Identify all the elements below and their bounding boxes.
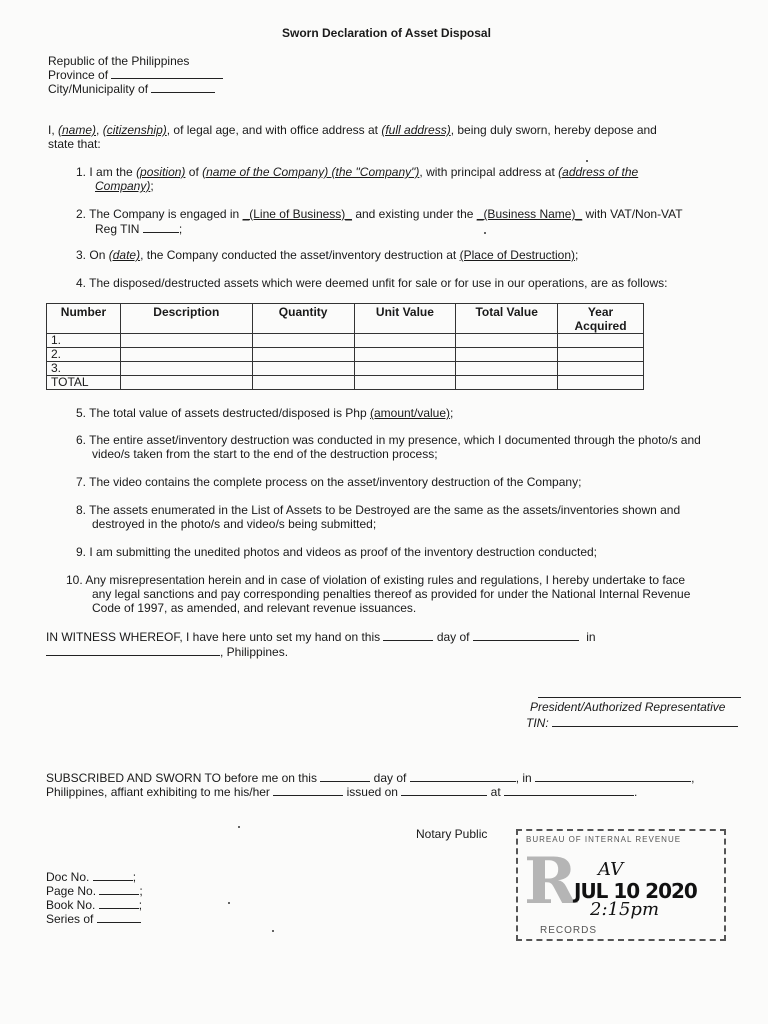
doc-no-line bbox=[46, 869, 136, 884]
item-1-c: , with principal address at bbox=[419, 165, 555, 179]
subscribed-at-blank[interactable] bbox=[504, 784, 634, 796]
assets-table bbox=[46, 303, 644, 390]
table-cell[interactable] bbox=[120, 362, 252, 376]
table-cell[interactable] bbox=[252, 376, 354, 390]
table-cell[interactable] bbox=[354, 376, 456, 390]
subscribed-place-blank[interactable] bbox=[535, 770, 691, 782]
item-1-b: of bbox=[188, 165, 199, 179]
item-2-line-1 bbox=[76, 207, 683, 221]
table-cell[interactable] bbox=[120, 334, 252, 348]
table-cell[interactable] bbox=[354, 348, 456, 362]
witness-text-b: day of bbox=[436, 630, 470, 644]
item-2-c: with VAT/Non-VAT bbox=[585, 207, 683, 221]
item-2-end: ; bbox=[178, 222, 183, 236]
item-2-line-of-business: _(Line of Business)_ bbox=[242, 207, 352, 221]
table-cell[interactable] bbox=[558, 334, 644, 348]
item-1-address-1: (address of the bbox=[558, 165, 639, 179]
item-7-text: The video contains the complete process on the asset/inventory destruction of the Company; bbox=[89, 475, 582, 489]
witness-line-2 bbox=[46, 644, 288, 659]
subscribed-text-g: at bbox=[490, 785, 501, 799]
stamp-agency: BUREAU OF INTERNAL REVENUE bbox=[526, 835, 682, 844]
table-cell[interactable] bbox=[252, 334, 354, 348]
republic-label: Republic of the Philippines bbox=[48, 54, 190, 68]
item-8-text-1: The assets enumerated in the List of Assets to be Destroyed are the same as the assets/inventories shown and bbox=[89, 503, 681, 517]
scan-speck bbox=[228, 902, 230, 904]
item-9-text: I am submitting the unedited photos and videos as proof of the inventory destruction conducted; bbox=[89, 545, 598, 559]
item-10-line-3: Code of 1997, as amended, and relevant revenue issuances. bbox=[92, 601, 417, 615]
table-cell[interactable] bbox=[558, 362, 644, 376]
subscribed-text-c: , in bbox=[515, 771, 532, 785]
table-row bbox=[47, 362, 644, 376]
witness-text-a: IN WITNESS WHEREOF, I have here unto set my hand on this bbox=[46, 630, 381, 644]
table-cell[interactable] bbox=[456, 362, 558, 376]
item-1-number: 1. bbox=[76, 165, 87, 179]
intro-comma: , bbox=[96, 123, 100, 137]
table-cell[interactable] bbox=[252, 348, 354, 362]
item-8-number: 8. bbox=[76, 503, 87, 517]
intro-line-1 bbox=[48, 123, 657, 137]
book-no-label: Book No. bbox=[46, 898, 96, 912]
witness-text-d: , Philippines. bbox=[220, 645, 289, 659]
series-blank[interactable] bbox=[97, 911, 141, 923]
signature-tin-line bbox=[526, 715, 738, 730]
item-1-position: (position) bbox=[136, 165, 186, 179]
col-header-description: Description bbox=[120, 304, 252, 334]
scan-speck bbox=[272, 930, 274, 932]
scan-speck bbox=[238, 826, 240, 828]
subscribed-line-2 bbox=[46, 784, 637, 799]
series-line bbox=[46, 911, 141, 926]
table-cell[interactable] bbox=[354, 334, 456, 348]
intro-address: (full address) bbox=[381, 123, 451, 137]
stamp-time: 2:15pm bbox=[590, 899, 660, 920]
scan-speck bbox=[586, 160, 588, 162]
table-cell[interactable] bbox=[252, 362, 354, 376]
subscribed-text-f: issued on bbox=[346, 785, 398, 799]
page-no-label: Page No. bbox=[46, 884, 97, 898]
row-number: 2. bbox=[47, 348, 121, 362]
item-3-place: (Place of Destruction) bbox=[459, 248, 575, 262]
item-7-number: 7. bbox=[76, 475, 87, 489]
received-stamp bbox=[516, 829, 726, 941]
col-header-quantity: Quantity bbox=[252, 304, 354, 334]
subscribed-text-e: Philippines, affiant exhibiting to me his/her bbox=[46, 785, 270, 799]
province-line bbox=[48, 67, 223, 82]
stamp-records: RECORDS bbox=[540, 925, 598, 936]
item-2-business-name: _(Business Name)_ bbox=[476, 207, 583, 221]
doc-no-semi: ; bbox=[132, 870, 137, 884]
item-4-number: 4. bbox=[76, 276, 87, 290]
witness-text-c: in bbox=[586, 630, 596, 644]
table-row bbox=[47, 348, 644, 362]
city-label: City/Municipality of bbox=[48, 82, 149, 96]
item-9-number: 9. bbox=[76, 545, 87, 559]
item-2-tin-blank[interactable] bbox=[143, 221, 179, 233]
witness-place-blank[interactable] bbox=[46, 644, 220, 656]
subscribed-day-blank[interactable] bbox=[320, 770, 370, 782]
item-7-line bbox=[76, 475, 581, 489]
stamp-date: JUL 10 2020 bbox=[574, 879, 697, 903]
subscribed-issued-blank[interactable] bbox=[401, 784, 487, 796]
province-blank[interactable] bbox=[111, 67, 223, 79]
city-line bbox=[48, 81, 215, 96]
item-9-line bbox=[76, 545, 597, 559]
subscribed-id-blank[interactable] bbox=[273, 784, 343, 796]
doc-no-blank[interactable] bbox=[93, 869, 133, 881]
table-cell[interactable] bbox=[354, 362, 456, 376]
table-header-row bbox=[47, 304, 644, 334]
item-6-number: 6. bbox=[76, 433, 87, 447]
item-3-end: ; bbox=[575, 248, 579, 262]
intro-i: I, bbox=[48, 123, 55, 137]
item-2-tin-label: Reg TIN bbox=[95, 222, 140, 236]
scan-speck bbox=[484, 232, 486, 234]
document-title: Sworn Declaration of Asset Disposal bbox=[282, 26, 491, 40]
signature-tin-label: TIN: bbox=[526, 716, 549, 730]
item-10-number: 10. bbox=[66, 573, 83, 587]
table-cell[interactable] bbox=[456, 348, 558, 362]
item-1-address-2: Company) bbox=[95, 179, 151, 193]
intro-end: , being duly sworn, hereby depose and bbox=[450, 123, 657, 137]
subscribed-text-b: day of bbox=[373, 771, 407, 785]
item-5-end: ; bbox=[450, 406, 454, 420]
witness-day-blank[interactable] bbox=[383, 629, 433, 641]
item-6-line-1 bbox=[76, 433, 701, 447]
province-label: Province of bbox=[48, 68, 109, 82]
table-row bbox=[47, 334, 644, 348]
table-cell[interactable] bbox=[456, 334, 558, 348]
item-3-line bbox=[76, 248, 578, 262]
col-header-total-value: Total Value bbox=[456, 304, 558, 334]
item-4-line bbox=[76, 276, 667, 290]
item-8-line-1 bbox=[76, 503, 680, 517]
table-cell[interactable] bbox=[120, 348, 252, 362]
signature-tin-blank[interactable] bbox=[552, 715, 738, 727]
table-cell[interactable] bbox=[120, 376, 252, 390]
series-label: Series of bbox=[46, 912, 94, 926]
table-cell[interactable] bbox=[456, 376, 558, 390]
item-10-line-1 bbox=[66, 573, 685, 587]
witness-line-1 bbox=[46, 629, 596, 644]
stamp-letter: R bbox=[524, 844, 578, 919]
row-number: 1. bbox=[47, 334, 121, 348]
doc-no-label: Doc No. bbox=[46, 870, 90, 884]
intro-mid: , of legal age, and with office address at bbox=[166, 123, 378, 137]
col-header-unit-value: Unit Value bbox=[354, 304, 456, 334]
item-10-line-2: any legal sanctions and pay corresponding penalties thereof as provided for under the National Internal Revenue bbox=[92, 587, 691, 601]
intro-line-2: state that: bbox=[48, 137, 101, 151]
table-cell[interactable] bbox=[558, 376, 644, 390]
item-3-number: 3. bbox=[76, 248, 87, 262]
table-row-total bbox=[47, 376, 644, 390]
item-5-line bbox=[76, 406, 453, 420]
intro-name: (name) bbox=[58, 123, 97, 137]
item-6-text-1: The entire asset/inventory destruction was conducted in my presence, which I documented through the photo/s and bbox=[89, 433, 701, 447]
page-no-line bbox=[46, 883, 143, 898]
item-1-end: ; bbox=[150, 179, 154, 193]
item-10-text-1: Any misrepresentation herein and in case of violation of existing rules and regulations, I hereby undertake to face bbox=[85, 573, 686, 587]
row-total-label: TOTAL bbox=[47, 376, 121, 390]
signature-line[interactable] bbox=[538, 697, 741, 698]
col-header-number: Number bbox=[47, 304, 121, 334]
book-no-line bbox=[46, 897, 142, 912]
item-4-text: The disposed/destructed assets which were deemed unfit for sale or for use in our operations, are as follows: bbox=[89, 276, 668, 290]
item-6-line-2: video/s taken from the start to the end of the destruction process; bbox=[92, 447, 438, 461]
item-1-line-1 bbox=[76, 165, 638, 179]
witness-month-blank[interactable] bbox=[473, 629, 579, 641]
notary-public-label: Notary Public bbox=[416, 827, 488, 841]
book-no-semi: ; bbox=[138, 898, 143, 912]
subscribed-line-1 bbox=[46, 770, 694, 785]
intro-citizenship: (citizenship) bbox=[102, 123, 167, 137]
row-number: 3. bbox=[47, 362, 121, 376]
col-header-year-acquired: Year Acquired bbox=[558, 304, 644, 334]
item-2-number: 2. bbox=[76, 207, 87, 221]
item-3-date: (date) bbox=[108, 248, 141, 262]
subscribed-text-d: , bbox=[691, 771, 695, 785]
book-no-blank[interactable] bbox=[99, 897, 139, 909]
item-1-a: I am the bbox=[89, 165, 133, 179]
item-8-line-2: destroyed in the photo/s and video/s being submitted; bbox=[92, 517, 377, 531]
item-1-company: (name of the Company) (the "Company") bbox=[202, 165, 420, 179]
city-blank[interactable] bbox=[151, 81, 215, 93]
item-5-amount: (amount/value) bbox=[369, 406, 451, 420]
stamp-initials: AV bbox=[598, 859, 624, 880]
subscribed-text-a: SUBSCRIBED AND SWORN TO before me on this bbox=[46, 771, 317, 785]
item-2-a: The Company is engaged in bbox=[89, 207, 240, 221]
item-3-a: On bbox=[89, 248, 106, 262]
item-5-number: 5. bbox=[76, 406, 87, 420]
item-5-text: The total value of assets destructed/disposed is Php bbox=[89, 406, 367, 420]
item-2-line-2 bbox=[95, 221, 182, 236]
item-3-b: , the Company conducted the asset/inventory destruction at bbox=[140, 248, 457, 262]
item-1-line-2 bbox=[95, 179, 154, 193]
subscribed-text-h: . bbox=[634, 785, 638, 799]
table-cell[interactable] bbox=[558, 348, 644, 362]
signature-role: President/Authorized Representative bbox=[530, 700, 726, 714]
page-no-blank[interactable] bbox=[99, 883, 139, 895]
subscribed-month-blank[interactable] bbox=[410, 770, 516, 782]
item-2-b: and existing under the bbox=[355, 207, 474, 221]
page-no-semi: ; bbox=[139, 884, 143, 898]
